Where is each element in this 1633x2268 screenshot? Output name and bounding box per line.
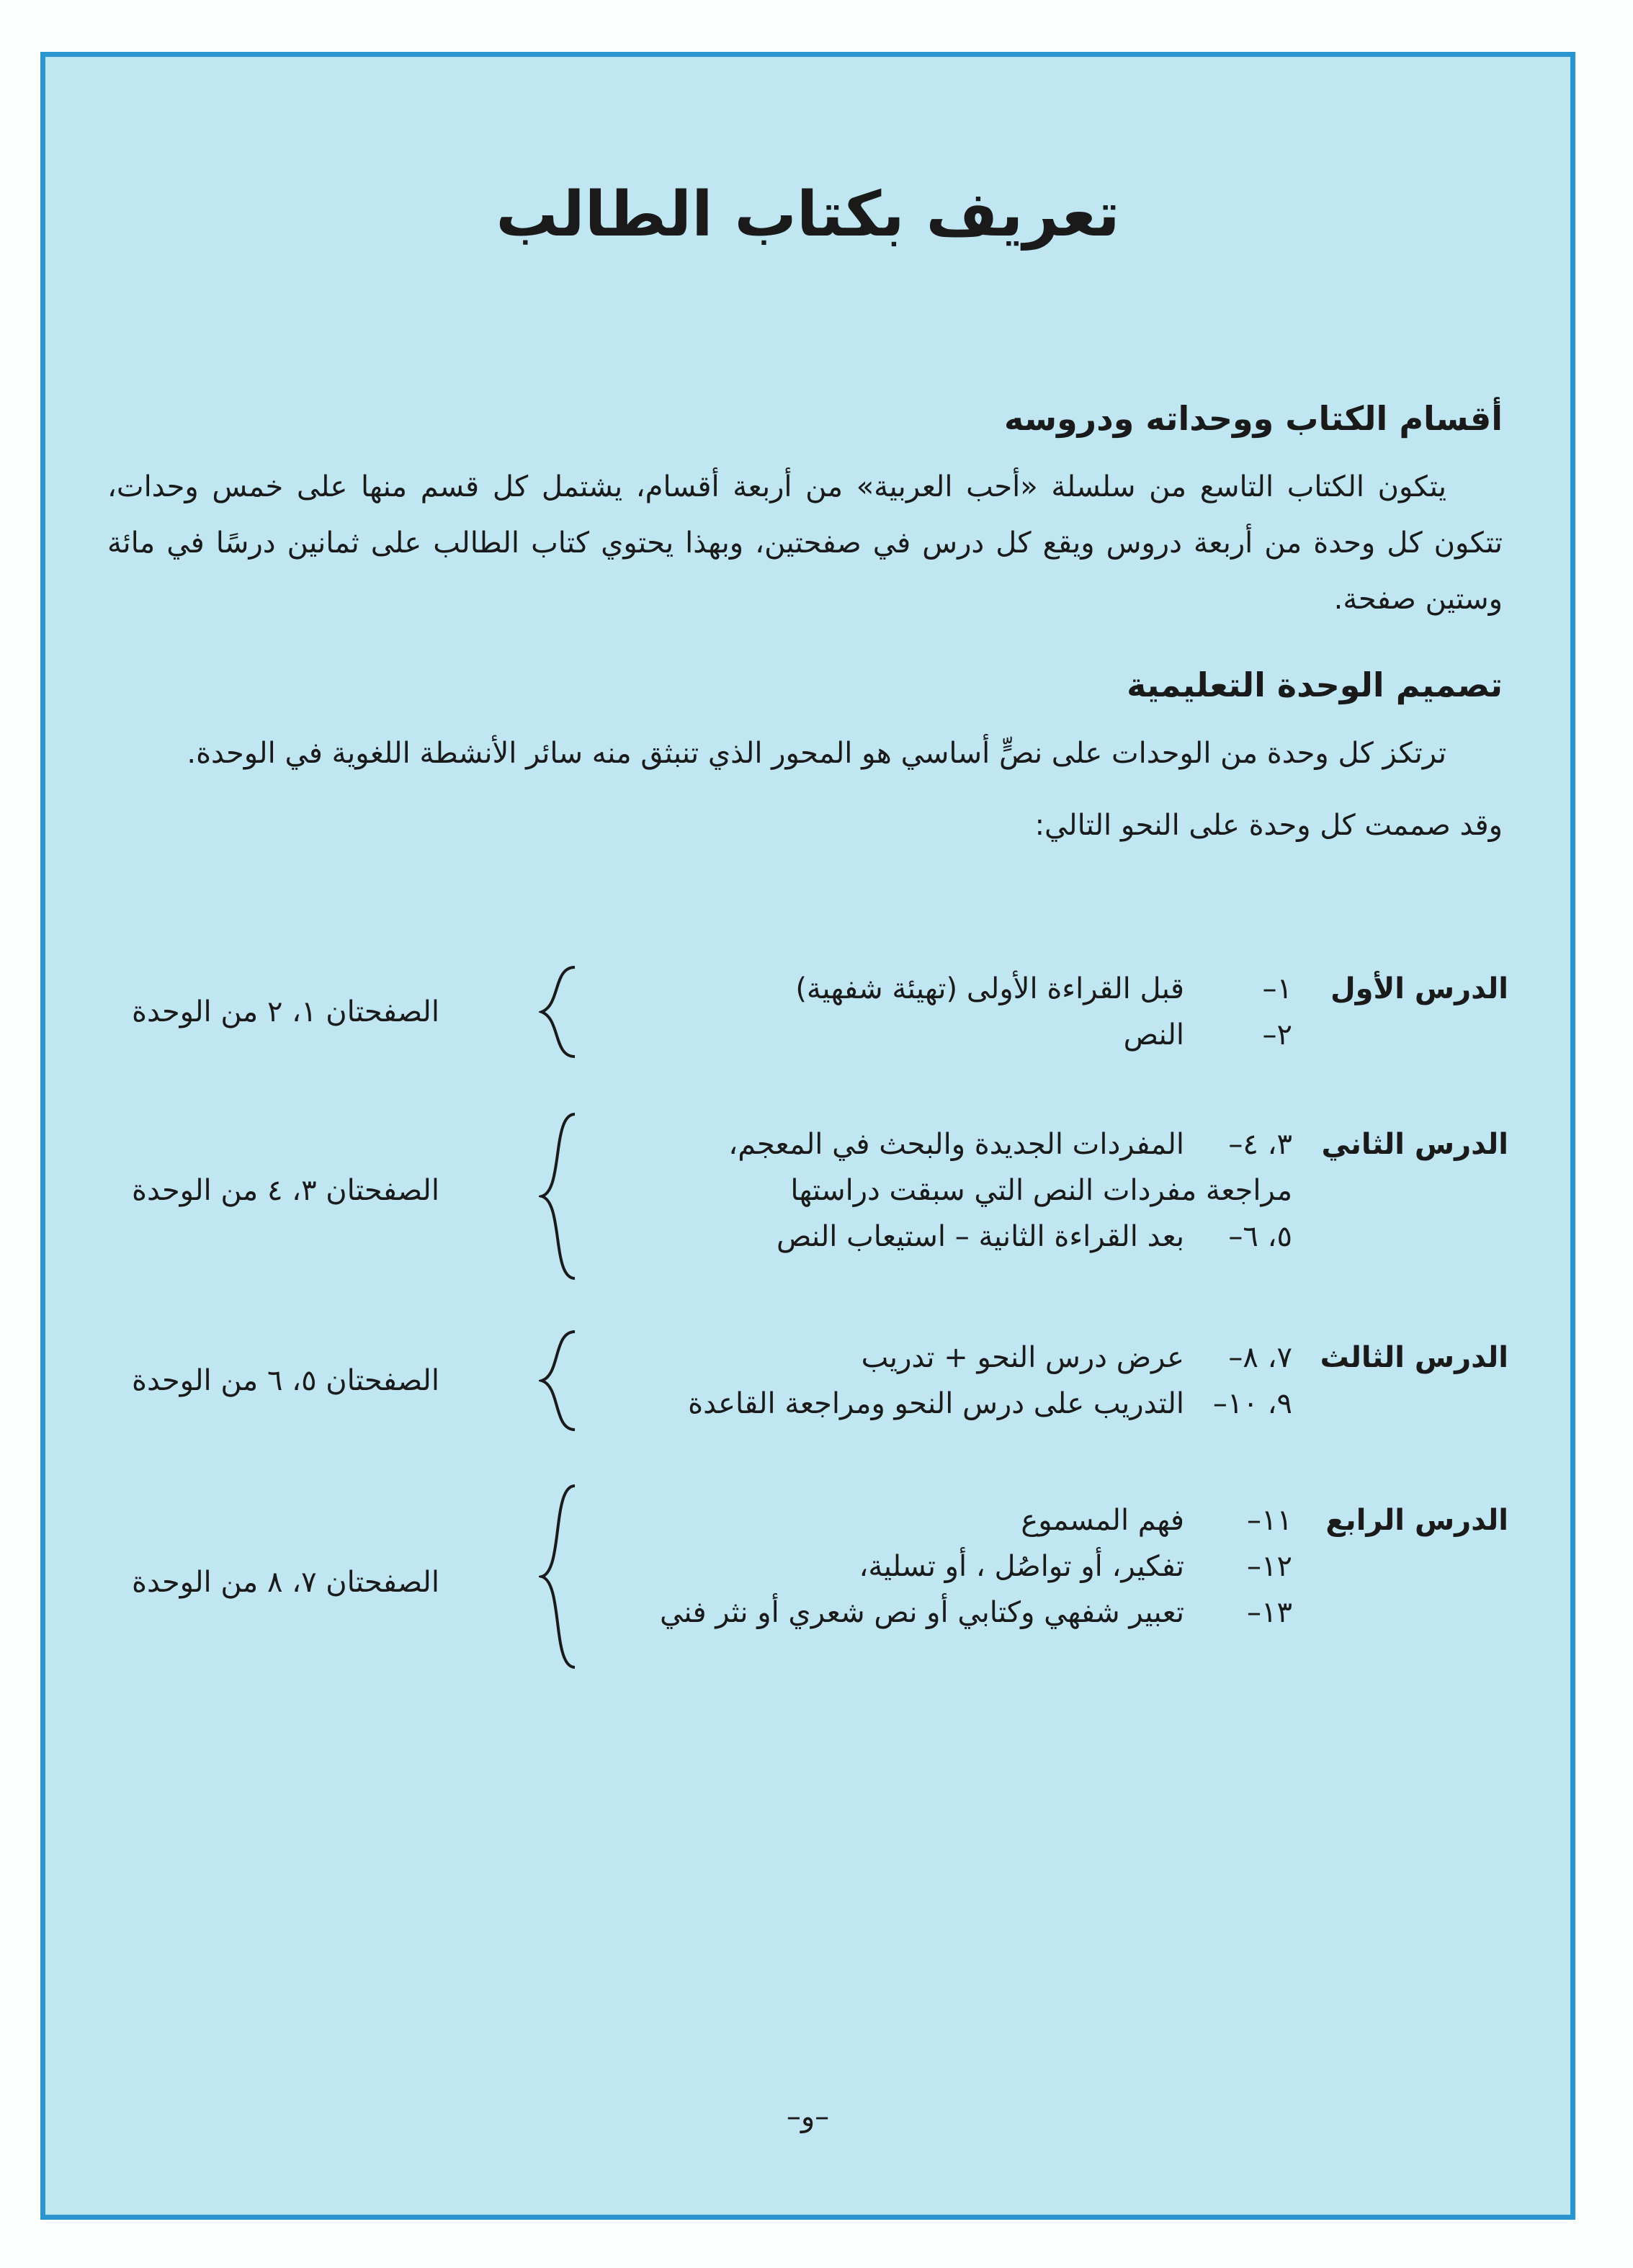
item-text: النص (1123, 1018, 1184, 1052)
section-body-unit-design: ترتكز كل وحدة من الوحدات على نصٍّ أساسي هو المحور الذي تنبثق منه سائر الأنشطة اللغوية في الوحدة. (187, 737, 1446, 770)
item-number: ١٣– (1247, 1596, 1292, 1629)
lesson-pages: الصفحتان ٧، ٨ من الوحدة (132, 1566, 439, 1599)
item-text: عرض درس النحو + تدريب (861, 1341, 1184, 1374)
lesson-pages: الصفحتان ٥، ٦ من الوحدة (132, 1364, 439, 1397)
item-text: المفردات الجديدة والبحث في المعجم، (728, 1128, 1184, 1161)
item-text: تعبير شفهي وكتابي أو نص شعري أو نثر فني (660, 1596, 1184, 1629)
item-text: التدريب على درس النحو ومراجعة القاعدة (688, 1387, 1184, 1420)
brace-icon (539, 1111, 582, 1281)
page-title: تعريف بكتاب الطالب (496, 179, 1120, 251)
item-text: تفكير، أو تواصُل ، أو تسلية، (859, 1550, 1184, 1583)
lesson-name: الدرس الثاني (1321, 1128, 1508, 1161)
item-text: قبل القراءة الأولى (تهيئة شفهية) (795, 972, 1184, 1005)
item-number: ١– (1262, 972, 1292, 1005)
item-number: ٧، ٨– (1228, 1341, 1292, 1374)
brace-icon (539, 964, 582, 1059)
lesson-pages: الصفحتان ١، ٢ من الوحدة (132, 995, 439, 1028)
section-body-parts: يتكون الكتاب التاسع من سلسلة «أحب العربية» من أربعة أقسام، يشتمل كل قسم منها على خمس وحدات، تتكون كل وحدة من أربعة دروس ويقع كل درس في صفحتين، وبهذا يحتوي كتاب الطالب على ثمانين درسًا في مائة وستين صفحة. (107, 470, 1503, 616)
item-number: ٩، ١٠– (1212, 1387, 1292, 1420)
section-heading-parts: أقسام الكتاب ووحداته ودروسه (1003, 399, 1503, 438)
item-text: مراجعة مفردات النص التي سبقت دراستها (790, 1174, 1292, 1207)
brace-icon (539, 1483, 582, 1670)
item-number: ٢– (1262, 1018, 1292, 1052)
lesson-pages: الصفحتان ٣، ٤ من الوحدة (132, 1174, 439, 1207)
item-text: بعد القراءة الثانية – استيعاب النص (777, 1220, 1184, 1253)
lessons-intro: وقد صممت كل وحدة على النحو التالي: (1034, 809, 1503, 842)
lesson-name: الدرس الأول (1330, 972, 1508, 1005)
content (107, 397, 1503, 851)
item-number: ٣، ٤– (1228, 1128, 1292, 1161)
page-panel (40, 52, 1575, 2220)
lesson-name: الدرس الرابع (1325, 1504, 1508, 1537)
brace-icon (539, 1329, 582, 1433)
lesson-name: الدرس الثالث (1320, 1341, 1508, 1374)
page-number: –و– (786, 2100, 830, 2133)
item-number: ٥، ٦– (1228, 1220, 1292, 1253)
item-number: ١٢– (1247, 1550, 1292, 1583)
section-heading-unit-design: تصميم الوحدة التعليمية (1127, 665, 1503, 704)
item-number: ١١– (1247, 1504, 1292, 1537)
item-text: فهم المسموع (1021, 1504, 1184, 1537)
